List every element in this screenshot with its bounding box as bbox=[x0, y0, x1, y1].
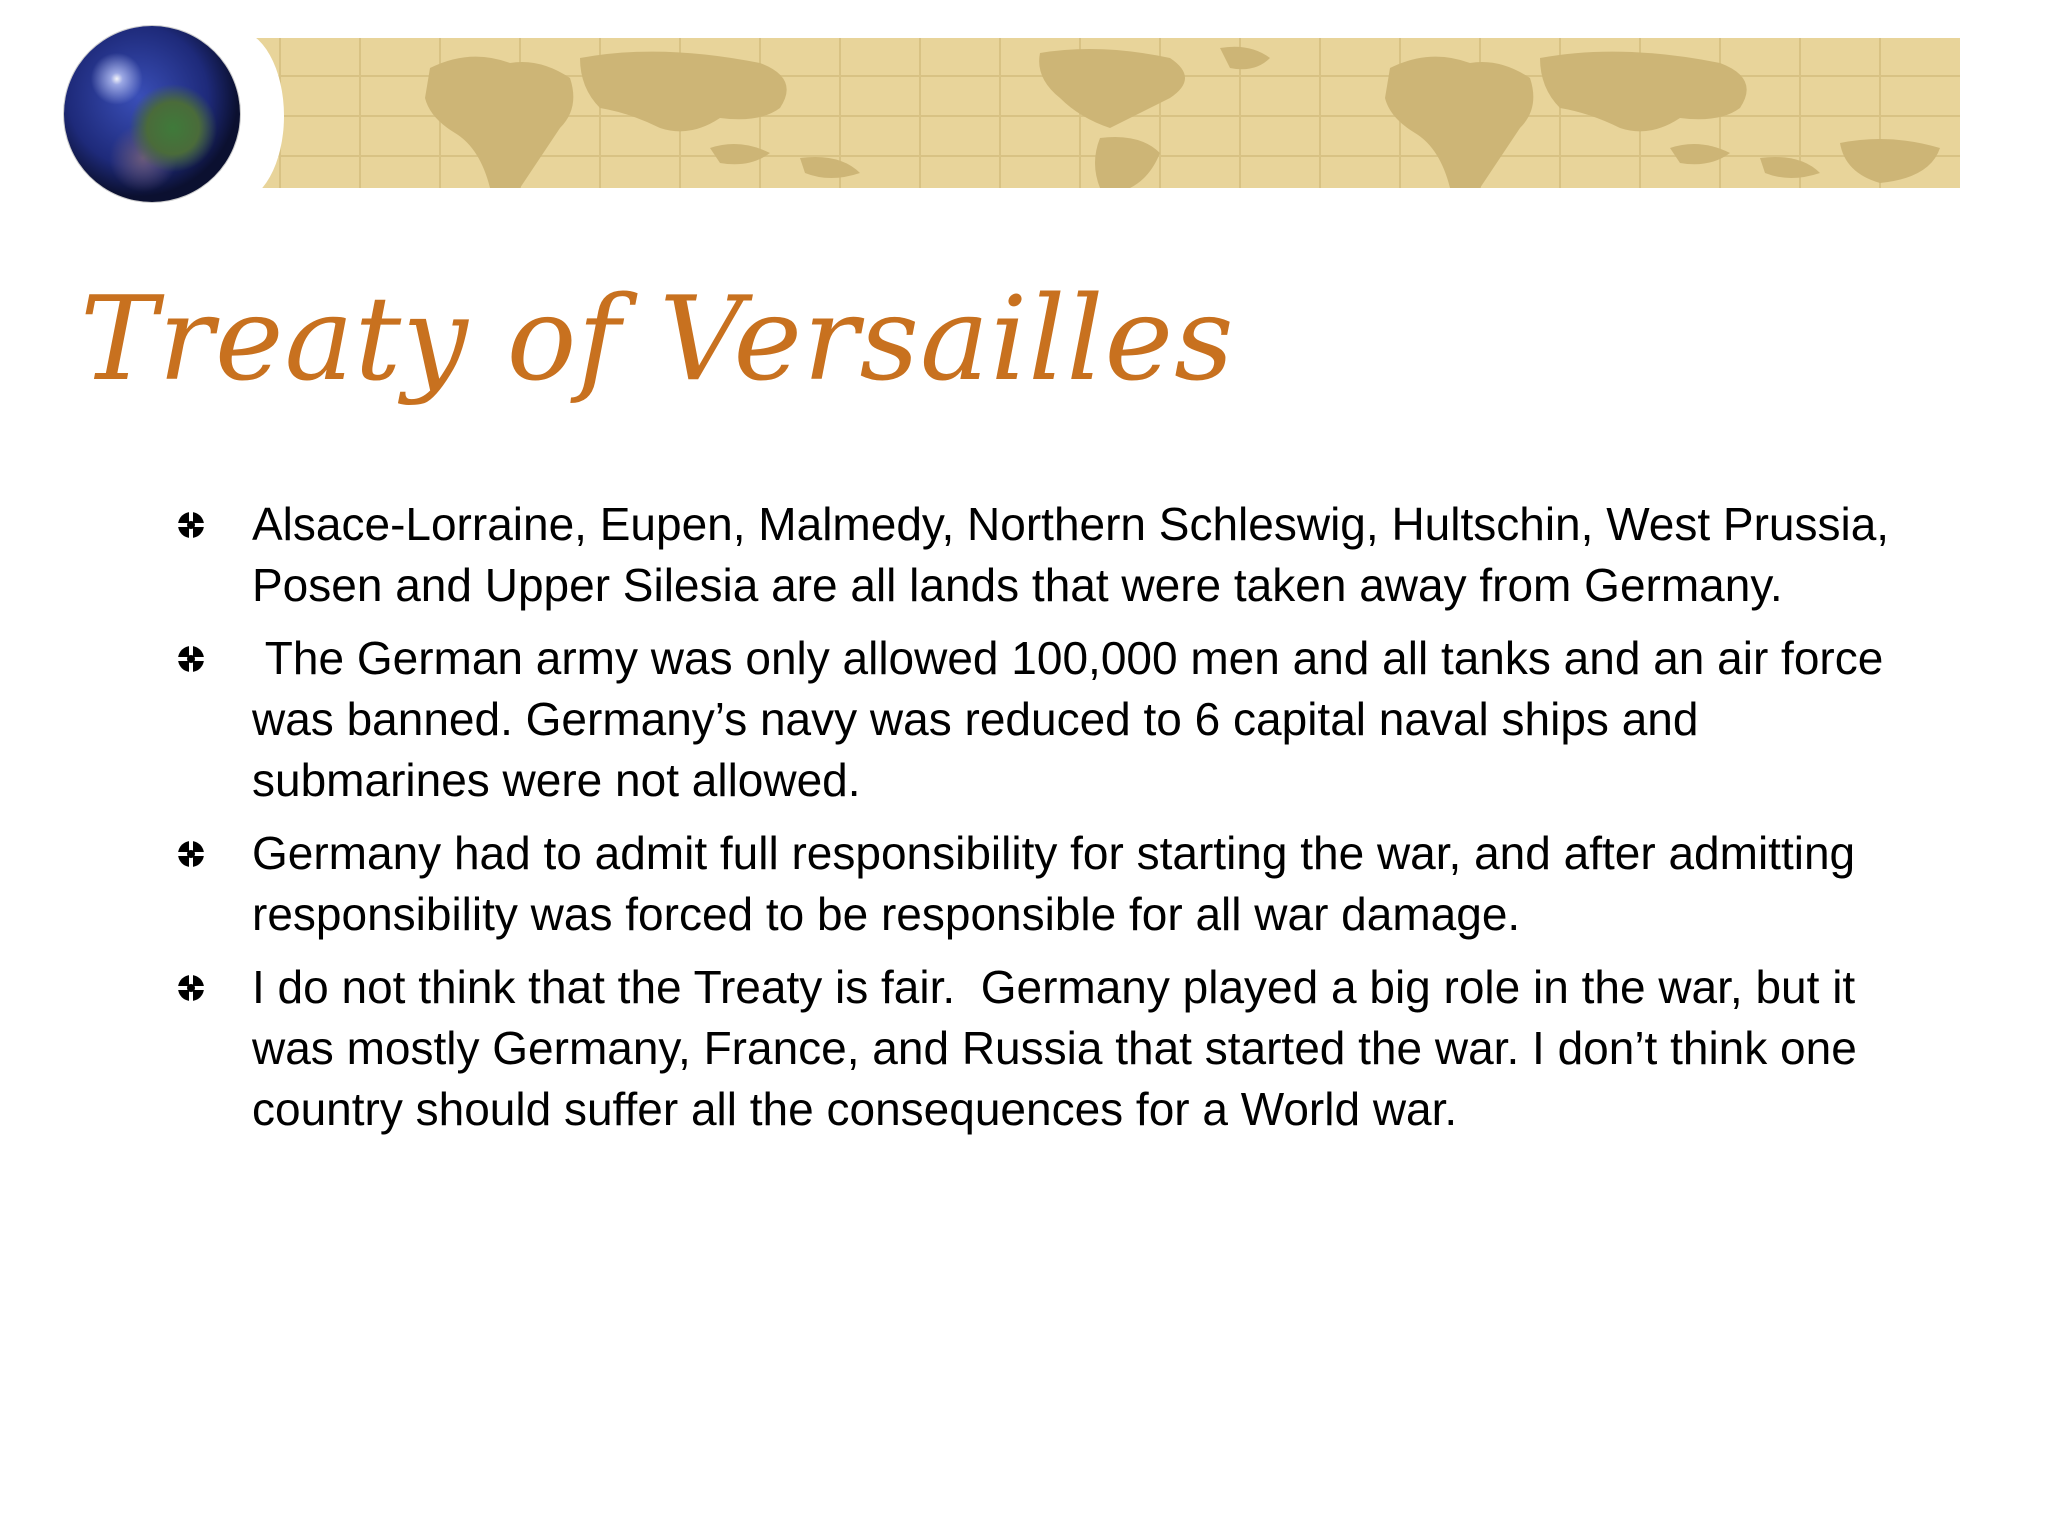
bullet-text: The German army was only allowed 100,000 men and all tanks and an air force was banned. Germany’s navy was reduced to 6 capital naval ships and submarines were not allowed. bbox=[252, 632, 1897, 806]
list-item bbox=[176, 628, 1896, 811]
globe-icon bbox=[64, 26, 240, 202]
bullet-icon bbox=[176, 973, 206, 1003]
slide-title: Treaty of Versailles bbox=[80, 272, 1235, 407]
world-map-icon bbox=[240, 38, 1960, 188]
bullet-text: Alsace-Lorraine, Eupen, Malmedy, Northern Schleswig, Hultschin, West Prussia, Posen and Upper Silesia are all lands that were taken away from Germany. bbox=[252, 498, 1902, 611]
bullet-list bbox=[176, 494, 1902, 1152]
list-item bbox=[176, 823, 1896, 945]
bullet-icon bbox=[176, 839, 206, 869]
bullet-icon bbox=[176, 644, 206, 674]
world-map-banner bbox=[240, 38, 1960, 188]
list-item bbox=[176, 957, 1896, 1140]
bullet-text: I do not think that the Treaty is fair. Germany played a big role in the war, but it was mostly Germany, France, and Russia that started the war. I don’t think one country should suffer all the consequences for a World war. bbox=[252, 961, 1870, 1135]
list-item bbox=[176, 494, 1902, 616]
bullet-icon bbox=[176, 510, 206, 540]
bullet-text: Germany had to admit full responsibility for starting the war, and after admitting responsibility was forced to be responsible for all war damage. bbox=[252, 827, 1868, 940]
